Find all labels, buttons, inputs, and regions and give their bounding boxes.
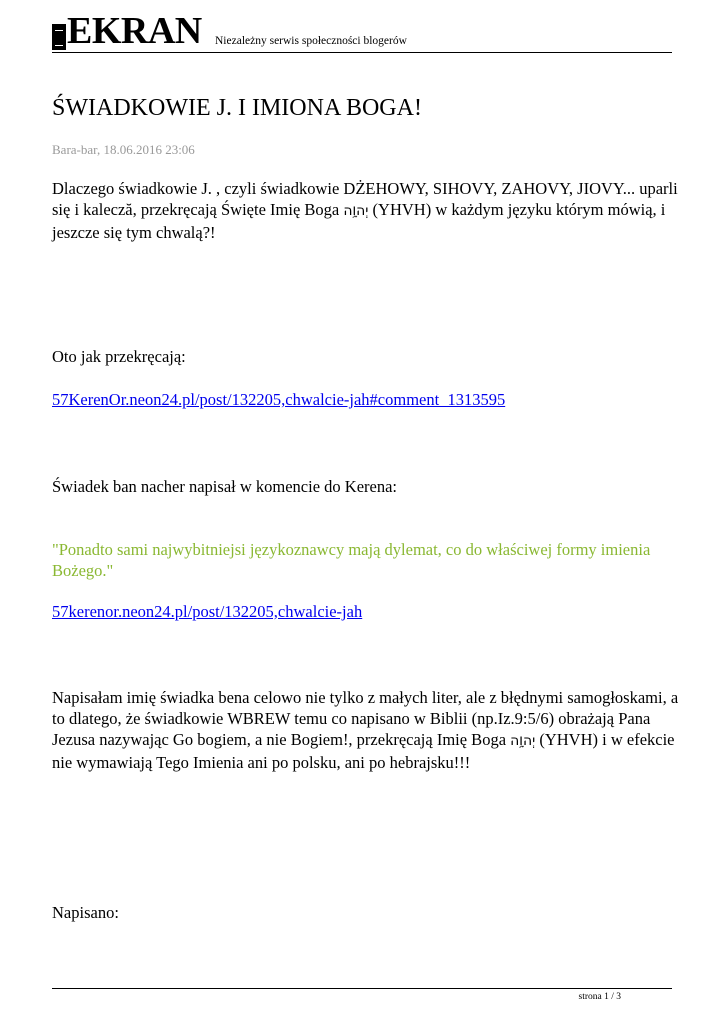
paragraph-explanation <box>52 687 682 773</box>
hebrew-name: יְהוָ֥ה <box>343 203 369 219</box>
article-meta: Bara-bar, 18.06.2016 23:06 <box>52 142 195 157</box>
paragraph-explanation-text-a: Napisałam imię świadka bena celowo nie tylko z małych liter, ale z błędnymi samogłoskami, a to dlatego, że świadkowie WBREW temu co napisano w Biblii (np.Iz.9:5/6) obrażają Pana Jezusa nazywając Go bogiem, a nie Bogiem!, przekręcają Imię Boga <box>52 688 679 749</box>
logo-text: EKRAN <box>67 10 202 52</box>
hebrew-name-2: יְהוָ֥ה <box>510 733 536 749</box>
paragraph-napisano: Napisano: <box>52 903 119 922</box>
page-header <box>52 12 672 53</box>
link-keren-post[interactable]: 57kerenor.neon24.pl/post/132205,chwalcie-jah <box>52 602 363 621</box>
page-number: strona 1 / 3 <box>578 992 621 1002</box>
site-tagline: Niezależny serwis społeczności blogerów <box>215 35 407 47</box>
article-title: ŚWIADKOWIE J. I IMIONA BOGA! <box>52 95 422 121</box>
paragraph-link2 <box>52 601 682 622</box>
quote-text: "Ponadto sami najwybitniejsi językoznawcy mają dylemat, co do właściwej formy imienia Bożego." <box>52 540 651 580</box>
logo-icon <box>52 20 66 50</box>
paragraph-witness: Świadek ban nacher napisał w komencie do Kerena: <box>52 477 397 496</box>
paragraph-intro-text-a: Dlaczego świadkowie J. , czyli świadkowie DŻEHOWY, SIHOVY, ZAHOVY, JIOVY... uparli się i kalecză, przekręcają Święte Imię Boga <box>52 179 678 219</box>
link-keren-comment[interactable]: 57KerenOr.neon24.pl/post/132205,chwalcie-jah#comment_1313595 <box>52 390 506 409</box>
paragraph-intro-text-b: (YHVH) w każdym języku którym mówią, i jeszcze się tym chwalą?! <box>52 200 666 242</box>
site-logo[interactable] <box>52 12 202 50</box>
paragraph-explanation-text-b: (YHVH) i w efekcie nie wymawiają Tego Imienia ani po polsku, ani po hebrajsku!!! <box>52 730 675 772</box>
paragraph-intro <box>52 178 682 243</box>
footer-divider <box>52 988 672 989</box>
paragraph-link1 <box>52 389 682 410</box>
paragraph-how: Oto jak przekręcają: <box>52 347 186 366</box>
